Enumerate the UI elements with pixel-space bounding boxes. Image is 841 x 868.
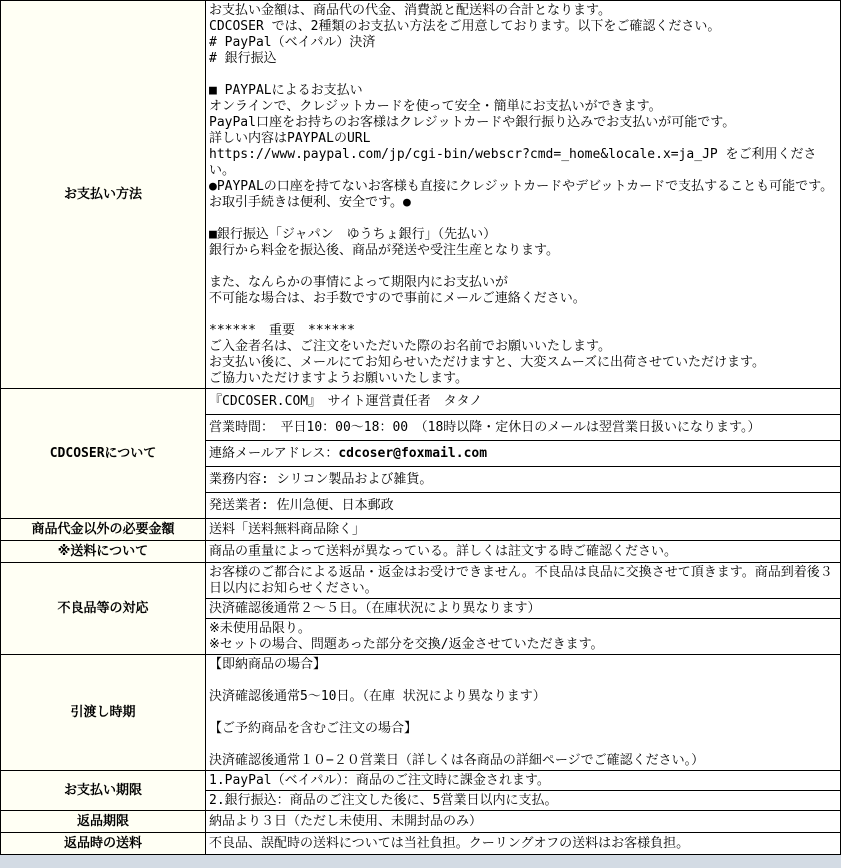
content-line: お支払い金額は、商品代の代金、消費説と配送料の合計となります。 <box>209 3 611 18</box>
row-content <box>206 519 841 541</box>
row-content <box>206 541 841 563</box>
content-line: 【ご予約商品を含むご注文の場合】 <box>209 721 418 736</box>
table-row <box>1 771 841 811</box>
row-content <box>206 563 841 655</box>
content-line: ■ PAYPALによるお支払い <box>209 83 363 98</box>
row-label: 返品時の送料 <box>1 833 206 855</box>
content-line: ■銀行振込「ジャパン ゆうちょ銀行」（先払い） <box>209 227 497 242</box>
content-section <box>206 618 840 654</box>
content-line: 決済確認後通常２〜５日。（在庫状況により異なります） <box>209 601 541 616</box>
table-row <box>1 833 841 855</box>
content-line: 銀行から料金を振込後、商品が発送や受注生産となります。 <box>209 243 559 258</box>
content-line: 不良品、誤配時の送料については当社負担。クーリングオフの送料はお客様負担。 <box>209 836 690 851</box>
content-line <box>209 705 837 721</box>
content-line <box>209 673 837 689</box>
content-line: 納品より３日（ただし未使用、未開封品のみ） <box>209 814 483 829</box>
content-line: CDCOSER では、2種類のお支払い方法をご用意しております。以下をご確認ください。 <box>209 19 721 34</box>
content-section <box>206 834 840 853</box>
content-section <box>206 466 840 492</box>
table-row <box>1 563 841 655</box>
content-line <box>209 67 837 83</box>
content-section <box>206 563 840 598</box>
row-content <box>206 655 841 771</box>
content-section <box>206 542 840 561</box>
content-line: 決済確認後通常１０−２０営業日（詳しくは各商品の詳細ページでご確認ください。） <box>209 753 705 768</box>
footer-strip <box>0 855 841 868</box>
content-line <box>209 307 837 323</box>
row-content <box>206 771 841 811</box>
row-label: お支払い期限 <box>1 771 206 811</box>
table-row <box>1 1 841 389</box>
content-line: ご協力いただけますようお願いいたします。 <box>209 371 468 386</box>
content-line <box>209 211 837 227</box>
content-line: PayPal口座をお持ちのお客様はクレジットカードや銀行振り込みでお支払いが可能です。 <box>209 115 736 130</box>
content-section <box>206 598 840 618</box>
content-line: https://www.paypal.com/jp/cgi-bin/webscr?cmd=_home&locale.x=ja_JP をご利用ください。 <box>209 147 817 178</box>
content-line: ●PAYPALの口座を持てないお客様も直接にクレジットカードやデビットカードで支払することも可能です。 <box>209 179 834 194</box>
table-row <box>1 655 841 771</box>
content-line: 1.PayPal（ベイパル）：商品のご注文時に課金されます。 <box>209 773 550 788</box>
content-line: ※未使用品限り。 <box>209 621 311 636</box>
row-label: 返品期限 <box>1 811 206 833</box>
content-line: # PayPal（ベイパル）決済 <box>209 35 376 50</box>
content-section <box>206 812 840 831</box>
content-line: また、なんらかの事情によって期限内にお支払いが <box>209 275 509 290</box>
content-line: # 銀行振込 <box>209 51 277 66</box>
content-section <box>206 655 840 770</box>
contact-email-text: cdcoser@foxmail.com <box>338 446 488 461</box>
content-section <box>206 520 840 539</box>
content-line: 詳しい内容はPAYPALのURL <box>209 131 371 146</box>
row-content <box>206 1 841 389</box>
content-section <box>206 790 840 810</box>
row-content <box>206 389 841 519</box>
content-section <box>206 414 840 440</box>
content-line: ****** 重要 ****** <box>209 323 355 338</box>
row-label: ※送料について <box>1 541 206 563</box>
row-content <box>206 833 841 855</box>
content-line <box>209 446 837 462</box>
content-line: 不可能な場合は、お手数ですので事前にメールご連絡ください。 <box>209 291 586 306</box>
content-line: 『CDCOSER.COM』 サイト運営責任者 タタノ <box>209 394 483 409</box>
content-section <box>206 1 840 388</box>
content-line: お支払い後に、メールにてお知らせいただけますと、大変スムーズに出荷させていただけます。 <box>209 355 766 370</box>
content-line: 2.銀行振込：商品のご注文した後に、5営業日以内に支払。 <box>209 793 558 808</box>
content-line: 発送業者: 佐川急便、日本郵政 <box>209 498 394 513</box>
content-line: 業務内容: シリコン製品および雑貨。 <box>209 472 433 487</box>
content-line: お客様のご都合による返品・返金はお受けできません。不良品は良品に交換させて頂きます。商品到着後３日以内にお知らせください。 <box>209 565 833 596</box>
row-label: CDCOSERについて <box>1 389 206 519</box>
content-section <box>206 389 840 414</box>
content-line: 決済確認後通常5〜10日。（在庫 状況により異なります） <box>209 689 546 704</box>
content-line: ※セットの場合、問題あった部分を交換/返金させていただきます。 <box>209 637 604 652</box>
table-row <box>1 541 841 563</box>
content-section <box>206 440 840 466</box>
content-line: 【即納商品の場合】 <box>209 657 327 672</box>
text-segment: 連絡メールアドレス： <box>209 446 339 461</box>
content-line: オンラインで、クレジットカードを使って安全・簡単にお支払いができます。 <box>209 99 662 114</box>
row-label: 不良品等の対応 <box>1 563 206 655</box>
table-row <box>1 811 841 833</box>
content-line: お取引手続きは便利、安全です。● <box>209 195 411 210</box>
content-line <box>209 737 837 753</box>
table-row <box>1 389 841 519</box>
content-line: 送料「送料無料商品除く」 <box>209 522 366 537</box>
shop-info-table-body <box>1 1 841 855</box>
content-section <box>206 771 840 790</box>
row-label: 商品代金以外の必要金額 <box>1 519 206 541</box>
row-label: 引渡し時期 <box>1 655 206 771</box>
content-line: 商品の重量によって送料が異なっている。詳しくは註文する時ご確認ください。 <box>209 544 678 559</box>
row-content <box>206 811 841 833</box>
content-line <box>209 259 837 275</box>
table-row <box>1 519 841 541</box>
content-section <box>206 492 840 518</box>
row-label: お支払い方法 <box>1 1 206 389</box>
content-line: ご入金者名は、ご注文をいただいた際のお名前でお願いいたします。 <box>209 339 611 354</box>
content-line: 営業時間： 平日10：00〜18：00 （18時以降・定休日のメールは翌営業日扱いになります。） <box>209 420 761 435</box>
